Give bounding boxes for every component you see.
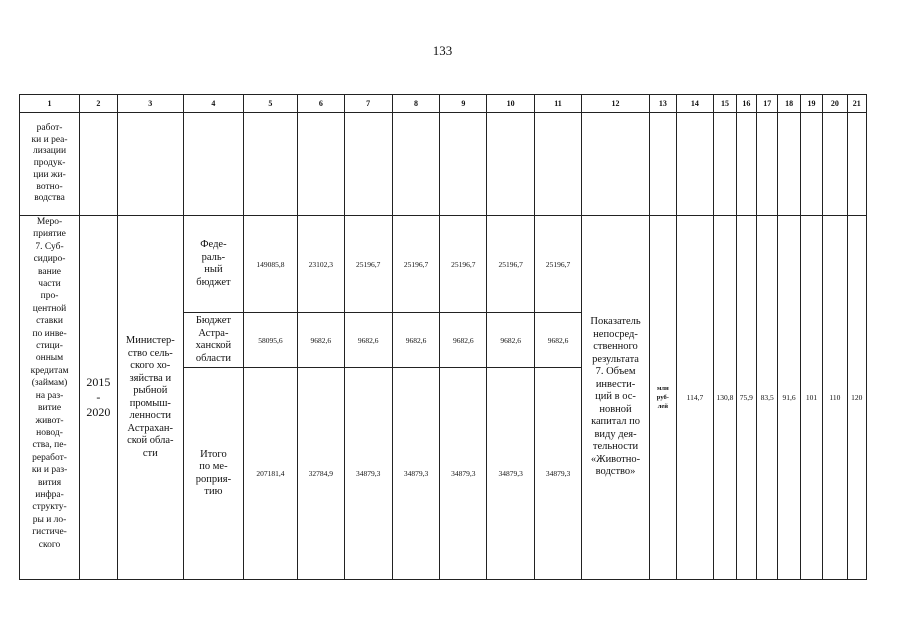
column-number: 11 [535, 95, 582, 113]
column-number: 6 [297, 95, 344, 113]
column-number: 8 [392, 95, 440, 113]
column-number: 9 [440, 95, 487, 113]
table-cell: 32784,9 [297, 368, 344, 580]
table-cell: 9682,6 [392, 313, 440, 368]
column-number: 20 [823, 95, 847, 113]
continued-text: работ- ки и реа- лизации продук- ции жи- вотно- водства [20, 113, 80, 216]
funding-source: Итого по ме- роприя- тию [183, 368, 243, 580]
column-number: 13 [650, 95, 676, 113]
target-value: 120 [847, 216, 866, 580]
column-number: 21 [847, 95, 866, 113]
column-number: 5 [243, 95, 297, 113]
target-value: 114,7 [676, 216, 714, 580]
table-cell: 25196,7 [392, 216, 440, 313]
column-number: 2 [80, 95, 118, 113]
page-number: 133 [432, 43, 453, 58]
table-cell: 34879,3 [440, 368, 487, 580]
column-number: 18 [778, 95, 800, 113]
target-value: 110 [823, 216, 847, 580]
table-cell: 25196,7 [440, 216, 487, 313]
column-number: 10 [487, 95, 535, 113]
measure-name: Меро- приятие 7. Суб- сидиро- вание части про- центной ставки по инве- стици- онным кредитам (займам) на раз- витие живот- новод- ства, пе- реработ- ки и раз- вития инфра- структу- ры и ло- гистиче- ского [20, 216, 80, 580]
table-cell: 9682,6 [535, 313, 582, 368]
target-value: 75,9 [736, 216, 756, 580]
program-table [19, 94, 867, 580]
column-number: 4 [183, 95, 243, 113]
result-indicator: Показатель непосред- ственного результата 7. Объем инвести- ций в ос- новной капитал по виду дея- тельности «Животно- водство» [581, 216, 649, 580]
table-cell: 149085,8 [243, 216, 297, 313]
table-row [20, 216, 867, 313]
target-value: 83,5 [757, 216, 778, 580]
continued-row [20, 113, 867, 216]
column-number: 15 [714, 95, 736, 113]
column-number: 7 [344, 95, 392, 113]
measure-period: 2015 - 2020 [80, 216, 118, 580]
column-number: 19 [800, 95, 822, 113]
measure-executor: Министер- ство сель- ского хо- зяйства и рыбной промыш- ленности Астрахан- ской обла- сти [117, 216, 183, 580]
table-cell: 34879,3 [535, 368, 582, 580]
table-cell: 25196,7 [487, 216, 535, 313]
column-number: 3 [117, 95, 183, 113]
table-cell: 34879,3 [344, 368, 392, 580]
funding-source: Бюджет Астра- ханской области [183, 313, 243, 368]
table-cell: 9682,6 [487, 313, 535, 368]
table-cell: 9682,6 [440, 313, 487, 368]
table-cell: 34879,3 [392, 368, 440, 580]
table-cell: 25196,7 [344, 216, 392, 313]
target-value: 91,6 [778, 216, 800, 580]
table-cell: 9682,6 [344, 313, 392, 368]
target-value: 130,8 [714, 216, 736, 580]
table-cell: 25196,7 [535, 216, 582, 313]
column-number: 17 [757, 95, 778, 113]
column-number: 1 [20, 95, 80, 113]
target-value: 101 [800, 216, 822, 580]
column-number-row [20, 95, 867, 113]
column-number: 14 [676, 95, 714, 113]
column-number: 16 [736, 95, 756, 113]
funding-source: Феде- раль- ный бюджет [183, 216, 243, 313]
table-cell: 23102,3 [297, 216, 344, 313]
table-cell: 207181,4 [243, 368, 297, 580]
table-cell: 58095,6 [243, 313, 297, 368]
unit: млн руб- лей [650, 216, 676, 580]
table-cell: 9682,6 [297, 313, 344, 368]
table-cell: 34879,3 [487, 368, 535, 580]
column-number: 12 [581, 95, 649, 113]
